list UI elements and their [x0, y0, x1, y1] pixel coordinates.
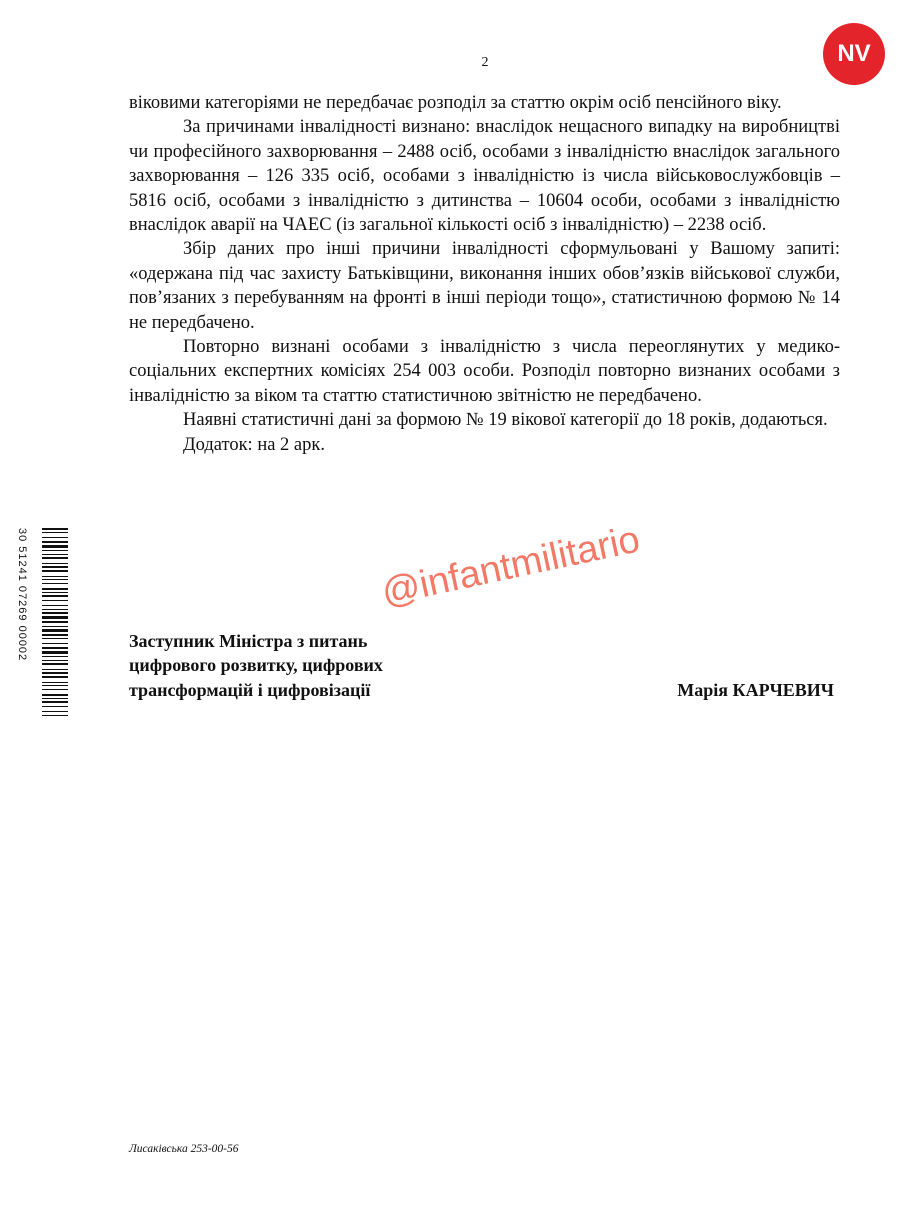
- nv-logo: [823, 23, 885, 85]
- paragraph-repeated-recognition: Повторно визнані особами з інвалідністю з числа переоглянутих у медико-соціальних експертних комісіях 254 003 особи. Розподіл повторно визнаних особами з інвалідністю за віком та статтю статистичною звітністю не передбачено.: [129, 337, 840, 406]
- signature-block: [129, 629, 840, 702]
- executor-contact: Лисаківська 253-00-56: [129, 1143, 239, 1155]
- paragraph-disability-causes: За причинами інвалідності визнано: внаслідок нещасного випадку на виробництві чи професійного захворювання – 2488 осіб, особами з інвалідністю внаслідок загального захворювання – 126 335 осіб, особами з інвалідністю із числа військовослужбовців – 5816 осіб, особами з інвалідністю з дитинства – 10604 особи, особами з інвалідністю внаслідок аварії на ЧАЕС (із загальної кількості осіб з інвалідністю) – 2238 осіб.: [129, 117, 840, 236]
- barcode-text: 30 51241 07269 00002: [16, 528, 28, 662]
- watermark: @infantmilitario: [378, 518, 644, 615]
- signer-position-line-3: трансформацій і цифровізації: [129, 679, 371, 700]
- paragraph-other-causes: Збір даних про інші причини інвалідності сформульовані у Вашому запиті: «одержана під час захисту Батьківщини, виконання інших обов’язків військової служби, пов’язаних з перебуванням на фронті в інші періоди тощо», статистичною формою № 14 не передбачено.: [129, 239, 840, 333]
- signer-position-line-2: цифрового розвитку, цифрових: [129, 655, 383, 676]
- signer-name: Марія КАРЧЕВИЧ: [677, 679, 834, 700]
- letter-body: [129, 91, 840, 457]
- paragraph-attachment: Додаток: на 2 арк.: [183, 434, 326, 455]
- signer-position-line-1: Заступник Міністра з питань: [129, 631, 368, 651]
- page-number: 2: [481, 55, 489, 70]
- paragraph-continuation: віковими категоріями не передбачає розподіл за статтю окрім осіб пенсійного віку.: [129, 93, 782, 113]
- paragraph-form-19: Наявні статистичні дані за формою № 19 вікової категорії до 18 років, додаються.: [183, 410, 828, 431]
- barcode-icon: [30, 528, 70, 718]
- nv-logo-text: NV: [837, 40, 871, 67]
